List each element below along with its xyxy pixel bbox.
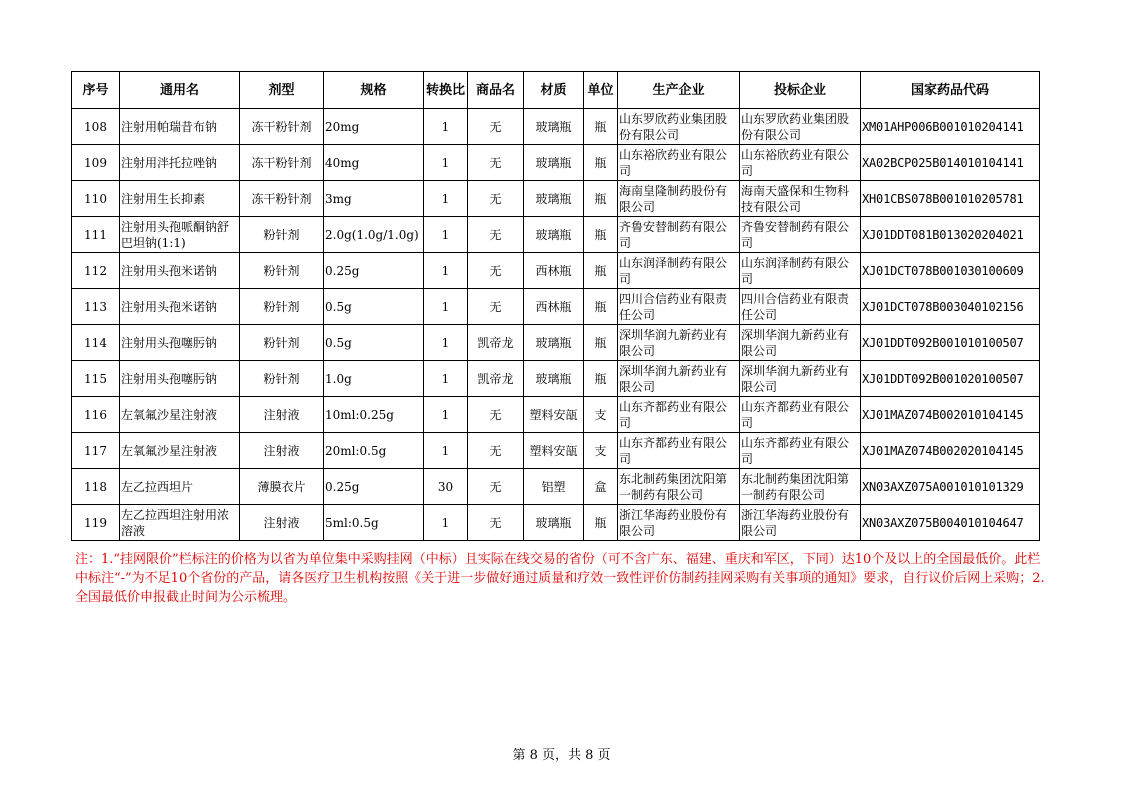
table-row <box>72 109 1040 145</box>
row-number-cell: 118 <box>72 469 120 505</box>
table-header-row <box>72 72 1040 109</box>
ratio-cell: 1 <box>424 505 468 541</box>
generic-name-cell: 注射用头孢噻肟钠 <box>120 325 240 361</box>
generic-name-cell: 注射用头孢哌酮钠舒巴坦钠(1:1) <box>120 217 240 253</box>
material-cell: 玻璃瓶 <box>524 361 584 397</box>
spec-cell: 0.25g <box>324 469 424 505</box>
dosage-form-cell: 注射液 <box>240 505 324 541</box>
spec-cell: 40mg <box>324 145 424 181</box>
ratio-cell: 1 <box>424 361 468 397</box>
manufacturer-cell: 山东润泽制药有限公司 <box>618 253 740 289</box>
manufacturer-cell: 浙江华海药业股份有限公司 <box>618 505 740 541</box>
ratio-cell: 1 <box>424 433 468 469</box>
page-footer: 第 8 页，共 8 页 <box>512 748 611 763</box>
trade-name-cell: 无 <box>468 289 524 325</box>
dosage-form-cell: 粉针剂 <box>240 217 324 253</box>
dosage-form-cell: 粉针剂 <box>240 253 324 289</box>
ratio-cell: 1 <box>424 181 468 217</box>
material-cell: 西林瓶 <box>524 253 584 289</box>
spec-cell: 0.25g <box>324 253 424 289</box>
column-header: 序号 <box>72 72 120 109</box>
row-number-cell: 110 <box>72 181 120 217</box>
drug-code-cell: XJ01DCT078B003040102156 <box>861 289 1040 325</box>
dosage-form-cell: 冻干粉针剂 <box>240 145 324 181</box>
material-cell: 玻璃瓶 <box>524 325 584 361</box>
unit-cell: 支 <box>584 433 618 469</box>
bidder-cell: 深圳华润九新药业有限公司 <box>740 361 861 397</box>
row-number-cell: 114 <box>72 325 120 361</box>
dosage-form-cell: 冻干粉针剂 <box>240 109 324 145</box>
trade-name-cell: 无 <box>468 145 524 181</box>
generic-name-cell: 注射用头孢米诺钠 <box>120 253 240 289</box>
material-cell: 玻璃瓶 <box>524 145 584 181</box>
generic-name-cell: 注射用头孢噻肟钠 <box>120 361 240 397</box>
column-header: 剂型 <box>240 72 324 109</box>
column-header: 生产企业 <box>618 72 740 109</box>
table-row <box>72 397 1040 433</box>
dosage-form-cell: 冻干粉针剂 <box>240 181 324 217</box>
ratio-cell: 1 <box>424 289 468 325</box>
row-number-cell: 113 <box>72 289 120 325</box>
drug-code-cell: XN03AXZ075A001010101329 <box>861 469 1040 505</box>
drug-code-cell: XJ01DDT092B001010100507 <box>861 325 1040 361</box>
drug-code-cell: XJ01MAZ074B002010104145 <box>861 397 1040 433</box>
unit-cell: 瓶 <box>584 505 618 541</box>
trade-name-cell: 无 <box>468 505 524 541</box>
dosage-form-cell: 粉针剂 <box>240 361 324 397</box>
row-number-cell: 108 <box>72 109 120 145</box>
generic-name-cell: 注射用泮托拉唑钠 <box>120 145 240 181</box>
drug-code-cell: XN03AXZ075B004010104647 <box>861 505 1040 541</box>
row-number-cell: 115 <box>72 361 120 397</box>
generic-name-cell: 左氧氟沙星注射液 <box>120 433 240 469</box>
row-number-cell: 109 <box>72 145 120 181</box>
dosage-form-cell: 注射液 <box>240 433 324 469</box>
trade-name-cell: 无 <box>468 397 524 433</box>
table-row <box>72 433 1040 469</box>
trade-name-cell: 无 <box>468 217 524 253</box>
material-cell: 玻璃瓶 <box>524 109 584 145</box>
unit-cell: 瓶 <box>584 181 618 217</box>
column-header: 材质 <box>524 72 584 109</box>
spec-cell: 10ml:0.25g <box>324 397 424 433</box>
drug-code-cell: XJ01DDT081B013020204021 <box>861 217 1040 253</box>
trade-name-cell: 凯帝龙 <box>468 325 524 361</box>
column-header: 投标企业 <box>740 72 861 109</box>
table-row <box>72 217 1040 253</box>
unit-cell: 盒 <box>584 469 618 505</box>
trade-name-cell: 无 <box>468 469 524 505</box>
unit-cell: 支 <box>584 397 618 433</box>
manufacturer-cell: 深圳华润九新药业有限公司 <box>618 325 740 361</box>
column-header: 转换比 <box>424 72 468 109</box>
dosage-form-cell: 注射液 <box>240 397 324 433</box>
bidder-cell: 四川合信药业有限责任公司 <box>740 289 861 325</box>
manufacturer-cell: 山东齐都药业有限公司 <box>618 397 740 433</box>
spec-cell: 5ml:0.5g <box>324 505 424 541</box>
dosage-form-cell: 粉针剂 <box>240 325 324 361</box>
drug-code-cell: XH01CBS078B001010205781 <box>861 181 1040 217</box>
spec-cell: 2.0g(1.0g/1.0g) <box>324 217 424 253</box>
trade-name-cell: 无 <box>468 181 524 217</box>
generic-name-cell: 左氧氟沙星注射液 <box>120 397 240 433</box>
drug-code-cell: XA02BCP025B014010104141 <box>861 145 1040 181</box>
bidder-cell: 海南天盛保和生物科技有限公司 <box>740 181 861 217</box>
bidder-cell: 东北制药集团沈阳第一制药有限公司 <box>740 469 861 505</box>
bidder-cell: 山东裕欣药业有限公司 <box>740 145 861 181</box>
ratio-cell: 1 <box>424 253 468 289</box>
manufacturer-cell: 山东罗欣药业集团股份有限公司 <box>618 109 740 145</box>
material-cell: 玻璃瓶 <box>524 181 584 217</box>
row-number-cell: 111 <box>72 217 120 253</box>
column-header: 通用名 <box>120 72 240 109</box>
trade-name-cell: 凯帝龙 <box>468 361 524 397</box>
trade-name-cell: 无 <box>468 433 524 469</box>
dosage-form-cell: 薄膜衣片 <box>240 469 324 505</box>
material-cell: 玻璃瓶 <box>524 217 584 253</box>
drug-code-cell: XJ01DCT078B001030100609 <box>861 253 1040 289</box>
unit-cell: 瓶 <box>584 325 618 361</box>
column-header: 商品名 <box>468 72 524 109</box>
spec-cell: 1.0g <box>324 361 424 397</box>
bidder-cell: 山东罗欣药业集团股份有限公司 <box>740 109 861 145</box>
manufacturer-cell: 东北制药集团沈阳第一制药有限公司 <box>618 469 740 505</box>
ratio-cell: 30 <box>424 469 468 505</box>
column-header: 单位 <box>584 72 618 109</box>
bidder-cell: 齐鲁安替制药有限公司 <box>740 217 861 253</box>
table-row <box>72 289 1040 325</box>
generic-name-cell: 注射用头孢米诺钠 <box>120 289 240 325</box>
ratio-cell: 1 <box>424 217 468 253</box>
manufacturer-cell: 齐鲁安替制药有限公司 <box>618 217 740 253</box>
unit-cell: 瓶 <box>584 253 618 289</box>
bidder-cell: 深圳华润九新药业有限公司 <box>740 325 861 361</box>
drug-code-cell: XJ01DDT092B001020100507 <box>861 361 1040 397</box>
unit-cell: 瓶 <box>584 217 618 253</box>
spec-cell: 3mg <box>324 181 424 217</box>
generic-name-cell: 左乙拉西坦片 <box>120 469 240 505</box>
column-header: 国家药品代码 <box>861 72 1040 109</box>
table-row <box>72 253 1040 289</box>
manufacturer-cell: 深圳华润九新药业有限公司 <box>618 361 740 397</box>
table-row <box>72 181 1040 217</box>
unit-cell: 瓶 <box>584 145 618 181</box>
table-body <box>72 109 1040 541</box>
manufacturer-cell: 山东裕欣药业有限公司 <box>618 145 740 181</box>
bidder-cell: 山东润泽制药有限公司 <box>740 253 861 289</box>
unit-cell: 瓶 <box>584 109 618 145</box>
unit-cell: 瓶 <box>584 361 618 397</box>
material-cell: 玻璃瓶 <box>524 505 584 541</box>
row-number-cell: 119 <box>72 505 120 541</box>
material-cell: 塑料安瓿 <box>524 397 584 433</box>
row-number-cell: 116 <box>72 397 120 433</box>
manufacturer-cell: 山东齐都药业有限公司 <box>618 433 740 469</box>
ratio-cell: 1 <box>424 145 468 181</box>
ratio-cell: 1 <box>424 397 468 433</box>
spec-cell: 20mg <box>324 109 424 145</box>
material-cell: 塑料安瓿 <box>524 433 584 469</box>
table-row <box>72 325 1040 361</box>
trade-name-cell: 无 <box>468 109 524 145</box>
drug-code-cell: XM01AHP006B001010204141 <box>861 109 1040 145</box>
dosage-form-cell: 粉针剂 <box>240 289 324 325</box>
footnote: 注：1.“挂网限价”栏标注的价格为以省为单位集中采购挂网（中标）且实际在线交易的省份（可不含广东、福建、重庆和军区，下同）达10个及以上的全国最低价。此栏中标注“-”为不足10个省份的产品，请各医疗卫生机构按照《关于进一步做好通过质量和疗效一致性评价仿制药挂网采购有关事项的通知》要求，自行议价后网上采购；2.全国最低价申报截止时间为公示梳理。 <box>75 552 1045 605</box>
bidder-cell: 山东齐都药业有限公司 <box>740 433 861 469</box>
ratio-cell: 1 <box>424 109 468 145</box>
table-row <box>72 361 1040 397</box>
spec-cell: 0.5g <box>324 325 424 361</box>
column-header: 规格 <box>324 72 424 109</box>
bidder-cell: 山东齐都药业有限公司 <box>740 397 861 433</box>
table-row <box>72 145 1040 181</box>
manufacturer-cell: 海南皇隆制药股份有限公司 <box>618 181 740 217</box>
drug-code-cell: XJ01MAZ074B002020104145 <box>861 433 1040 469</box>
material-cell: 铝塑 <box>524 469 584 505</box>
generic-name-cell: 左乙拉西坦注射用浓溶液 <box>120 505 240 541</box>
manufacturer-cell: 四川合信药业有限责任公司 <box>618 289 740 325</box>
generic-name-cell: 注射用生长抑素 <box>120 181 240 217</box>
drug-table <box>71 71 1040 541</box>
unit-cell: 瓶 <box>584 289 618 325</box>
spec-cell: 0.5g <box>324 289 424 325</box>
bidder-cell: 浙江华海药业股份有限公司 <box>740 505 861 541</box>
row-number-cell: 117 <box>72 433 120 469</box>
table-row <box>72 505 1040 541</box>
table-row <box>72 469 1040 505</box>
generic-name-cell: 注射用帕瑞昔布钠 <box>120 109 240 145</box>
material-cell: 西林瓶 <box>524 289 584 325</box>
ratio-cell: 1 <box>424 325 468 361</box>
trade-name-cell: 无 <box>468 253 524 289</box>
row-number-cell: 112 <box>72 253 120 289</box>
spec-cell: 20ml:0.5g <box>324 433 424 469</box>
